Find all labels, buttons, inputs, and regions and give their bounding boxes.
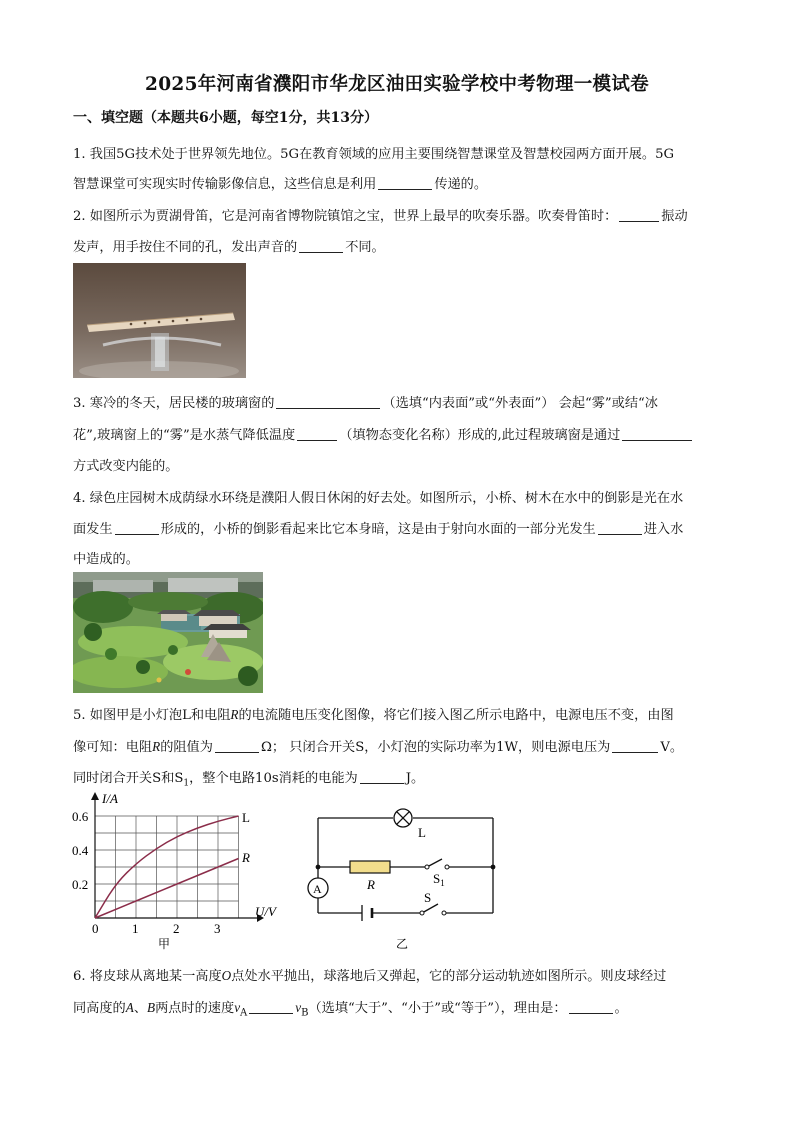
q6-separator: 、	[133, 1001, 147, 1016]
q6-line2	[73, 997, 628, 1019]
q6-blank-1[interactable]	[249, 999, 293, 1014]
lamp-label: L	[418, 825, 426, 840]
graph-caption: 甲	[158, 937, 171, 950]
y-tick-label: 0.2	[72, 877, 89, 892]
q6-text-c: 同高度的	[73, 1001, 126, 1016]
circuit-diagram	[300, 795, 500, 960]
q5-text-i: J。	[405, 771, 425, 786]
switch-s-blade[interactable]	[422, 904, 438, 913]
q3-line3: 方式改变内能的。	[73, 459, 179, 474]
q5-r-symbol-2: R	[152, 739, 161, 754]
park-photo	[73, 572, 263, 693]
q6-text-b: 点处水平抛出，球落地后又弹起，它的部分运动轨迹如图所示。则皮球经过	[231, 969, 667, 984]
q4-blank-2[interactable]	[598, 520, 642, 535]
circuit-caption: 乙	[396, 937, 409, 951]
x-tick-label: 3	[214, 921, 221, 936]
q3-text-c: 花”,玻璃窗上的“雾”是水蒸气降低温度	[73, 428, 296, 443]
series-r-line	[95, 859, 239, 919]
q3-text-b: （选填“内表面”或“外表面”） 会起“雾”或结“冰	[382, 396, 658, 411]
q3-blank-2[interactable]	[297, 426, 337, 441]
bone-flute-photo	[73, 263, 246, 378]
q3-text-a: 3. 寒冷的冬天，居民楼的玻璃窗的	[73, 396, 275, 411]
q3-line1	[73, 392, 658, 411]
switch-s1-pivot	[425, 865, 429, 869]
q2-blank-2[interactable]	[299, 238, 343, 253]
q3-blank-3[interactable]	[622, 426, 692, 441]
q6-a-symbol: A	[125, 1000, 134, 1015]
switch-s-contact	[442, 911, 446, 915]
q5-line1	[73, 704, 674, 723]
q3-text-d: （填物态变化名称）形成的,此过程玻璃窗是通过	[339, 428, 621, 443]
x-axis-label: U/V	[255, 904, 276, 919]
q5-blank-2[interactable]	[612, 738, 658, 753]
q5-text-c: 像可知：电阻	[73, 740, 153, 755]
q1-line1: 1. 我国5G技术处于世界领先地位。5G在教育领域的应用主要围绕智慧课堂及智慧校园两方面开展。5G	[73, 147, 675, 162]
q1-blank[interactable]	[378, 175, 432, 190]
q5-s1-sub: 1	[183, 778, 190, 789]
q5-line2	[73, 736, 683, 755]
switch-s1-label: $S_1$	[433, 871, 445, 888]
curve-l-label: L	[242, 810, 250, 825]
q1-text-b: 传递的。	[434, 177, 488, 192]
q5-line3	[73, 767, 424, 789]
q2-line2	[73, 236, 385, 255]
resistor-icon	[350, 861, 390, 873]
q5-r-symbol: R	[230, 707, 239, 722]
q6-vb-symbol: v	[295, 1000, 302, 1015]
q3-blank-1[interactable]	[276, 394, 380, 409]
q5-text-b: 的电流随电压变化图像，将它们接入图乙所示电路中，电源电压不变，由图	[238, 708, 674, 723]
q6-va-symbol: v	[234, 1000, 241, 1015]
y-tick-label: 0.6	[72, 809, 89, 824]
q4-line2	[73, 518, 683, 537]
x-tick-label: 0	[92, 921, 99, 936]
q5-text-g: 同时闭合开关S和S	[73, 771, 184, 786]
q5-text-d: 的阻值为	[160, 740, 213, 755]
q4-text-c: 进入水	[643, 522, 684, 537]
q6-text-e: （选填“大于”、“小于”或“等于”），理由是：	[308, 1001, 567, 1016]
q6-text-d: 两点时的速度	[155, 1001, 235, 1016]
q6-vb-sub: B	[301, 1007, 309, 1019]
q5-blank-3[interactable]	[360, 769, 404, 784]
x-tick-label: 2	[173, 921, 180, 936]
q4-blank-1[interactable]	[115, 520, 159, 535]
switch-s1-contact	[445, 865, 449, 869]
switch-s1-blade[interactable]	[427, 859, 442, 867]
q5-text-f: V。	[660, 740, 684, 755]
q1-text-a: 智慧课堂可实现实时传输影像信息，这些信息是利用	[73, 177, 377, 192]
q5-text-e: Ω； 只闭合开关S，小灯泡的实际功率为1W，则电源电压为	[260, 740, 611, 755]
y-axis-label: I/A	[102, 791, 118, 806]
q6-text-f: 。	[614, 1001, 628, 1016]
q1-line2	[73, 173, 487, 192]
q2-text-c: 发声，用手按住不同的孔，发出声音的	[73, 240, 298, 255]
q6-line1	[73, 965, 666, 984]
switch-s-label: S	[424, 890, 432, 905]
page-title: 2025年河南省濮阳市华龙区油田实验学校中考物理一模试卷	[145, 74, 649, 95]
q5-text-a: 5. 如图甲是小灯泡L和电阻	[73, 708, 231, 723]
q2-text-b: 振动	[661, 209, 688, 224]
q4-text-b: 形成的，小桥的倒影看起来比它本身暗，这是由于射向水面的一部分光发生	[160, 522, 596, 537]
junction-left	[316, 865, 321, 870]
resistor-label: R	[367, 877, 375, 892]
q6-b-symbol: B	[147, 1000, 156, 1015]
q4-line3: 中造成的。	[73, 552, 139, 567]
q6-text-a: 6. 将皮球从离地某一高度	[73, 969, 222, 984]
q4-text-a: 面发生	[73, 522, 113, 537]
q2-text-d: 不同。	[345, 240, 385, 255]
q2-line1	[73, 205, 688, 224]
line-r-label: R	[242, 850, 250, 865]
q6-va-sub: A	[240, 1007, 248, 1019]
junction-right	[491, 865, 496, 870]
iv-graph	[72, 790, 287, 950]
q3-line2	[73, 424, 694, 443]
ammeter-label: A	[313, 882, 322, 896]
x-tick-label: 1	[132, 921, 139, 936]
switch-s-pivot	[420, 911, 424, 915]
y-axis-arrow	[91, 792, 99, 800]
q6-blank-2[interactable]	[569, 999, 613, 1014]
q2-text-a: 2. 如图所示为贾湖骨笛，它是河南省博物院镇馆之宝，世界上最早的吹奏乐器。吹奏骨笛时：	[73, 209, 618, 224]
q4-line1: 4. 绿色庄园树木成荫绿水环绕是濮阳人假日休闲的好去处。如图所示，小桥、树木在水中的倒影是光在水	[73, 491, 684, 506]
y-tick-label: 0.4	[72, 843, 89, 858]
q5-text-h: ，整个电路10s消耗的电能为	[189, 771, 358, 786]
q2-blank-1[interactable]	[619, 207, 659, 222]
q6-o-symbol: O	[221, 968, 232, 983]
q5-blank-1[interactable]	[215, 738, 259, 753]
section-heading-fill-blank: 一、填空题（本题共6小题，每空1分，共13分）	[73, 110, 378, 126]
